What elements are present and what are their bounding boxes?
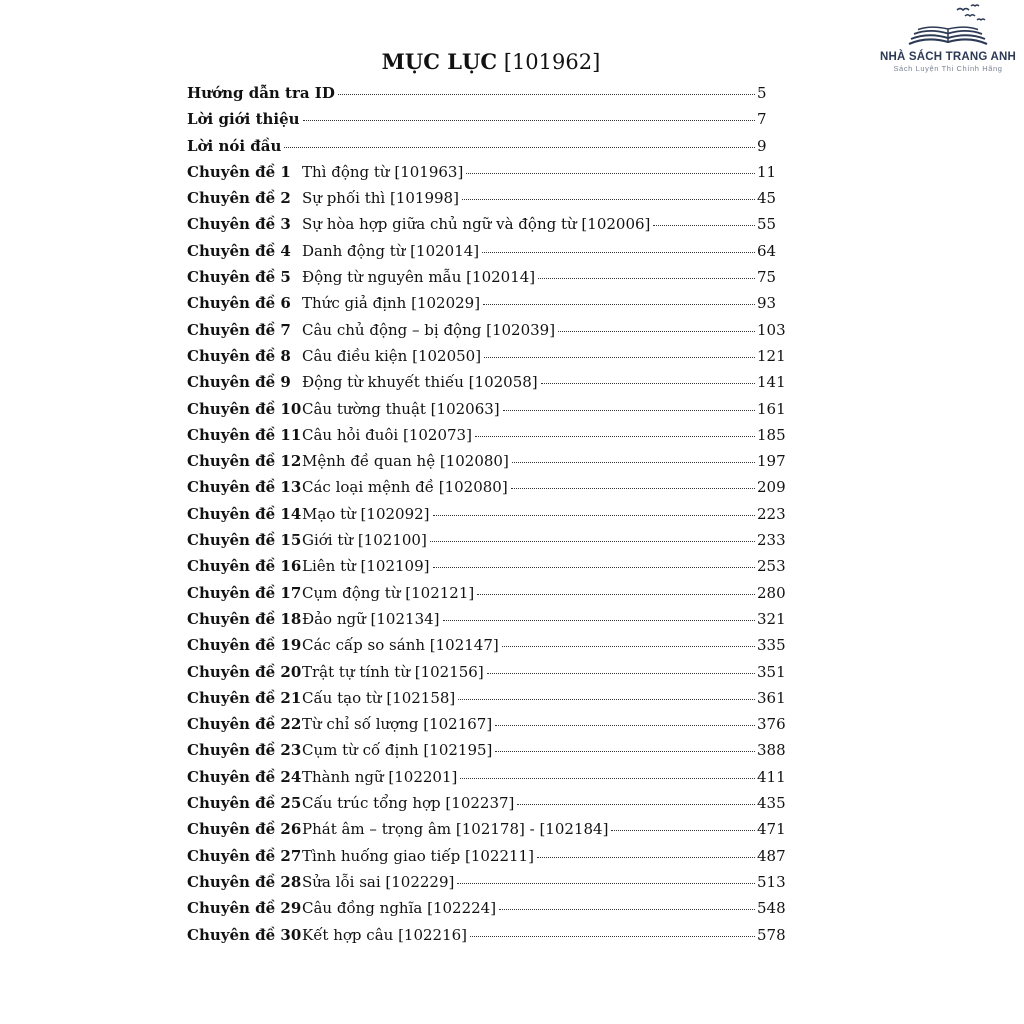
- toc-page-number: 7: [757, 110, 767, 129]
- chapter-label: Chuyên đề 3: [187, 215, 291, 234]
- dot-leader: [653, 224, 755, 226]
- chapter-label: Chuyên đề 10: [187, 399, 302, 418]
- toc-page-number: 280: [757, 583, 786, 602]
- toc-chapter-row: [187, 632, 785, 658]
- chapter-label: Chuyên đề 24: [187, 767, 302, 786]
- toc-chapter-row: [187, 396, 785, 422]
- toc-chapter-row: [187, 159, 785, 185]
- toc-page-number: 141: [757, 373, 786, 392]
- toc-chapter-row: [187, 580, 785, 606]
- toc-chapter-row: [187, 238, 785, 264]
- chapter-label: Chuyên đề 25: [187, 794, 302, 813]
- dot-leader: [482, 251, 755, 253]
- toc-page-number: 487: [757, 846, 786, 865]
- toc-page-number: 103: [757, 320, 786, 339]
- dot-leader: [558, 330, 755, 332]
- dot-leader: [477, 593, 755, 595]
- toc-page-number: 253: [757, 557, 786, 576]
- toc-page-number: 435: [757, 794, 786, 813]
- chapter-label: Chuyên đề 13: [187, 478, 302, 497]
- chapter-title: Từ chỉ số lượng [102167]: [302, 715, 493, 734]
- toc-chapter-row: [187, 369, 785, 395]
- publisher-name: NHÀ SÁCH TRANG ANH: [879, 51, 1017, 63]
- dot-leader: [460, 777, 755, 779]
- chapter-label: Chuyên đề 21: [187, 688, 302, 707]
- toc-chapter-row: [187, 553, 785, 579]
- dot-leader: [484, 356, 755, 358]
- chapter-label: Chuyên đề 26: [187, 820, 302, 839]
- chapter-title: Trật tự tính từ [102156]: [302, 662, 484, 681]
- dot-leader: [433, 566, 756, 568]
- toc-chapter-row: [187, 185, 785, 211]
- chapter-title: Cụm động từ [102121]: [302, 583, 475, 602]
- toc-page-number: 471: [757, 820, 786, 839]
- chapter-label: Chuyên đề 2: [187, 189, 291, 208]
- dot-leader: [495, 724, 755, 726]
- chapter-title: Phát âm – trọng âm [102178] - [102184]: [302, 820, 609, 839]
- toc-page-number: 75: [757, 268, 777, 287]
- toc-chapter-row: [187, 527, 785, 553]
- dot-leader: [303, 119, 755, 121]
- toc-entry: [187, 80, 785, 106]
- dot-leader: [611, 829, 755, 831]
- chapter-title: Câu đồng nghĩa [102224]: [302, 899, 497, 918]
- toc-entry-label: Lời nói đầu: [187, 136, 282, 155]
- title-id: [101962]: [503, 50, 601, 74]
- toc-page-number: 64: [757, 241, 777, 260]
- chapter-title: Kết hợp câu [102216]: [302, 925, 468, 944]
- chapter-title: Sự phối thì [101998]: [302, 189, 459, 208]
- toc-chapter-row: [187, 501, 785, 527]
- toc-page-number: 209: [757, 478, 786, 497]
- toc-page-number: 121: [757, 346, 786, 365]
- chapter-label: Chuyên đề 23: [187, 741, 302, 760]
- chapter-title: Động từ khuyết thiếu [102058]: [302, 373, 538, 392]
- chapter-label: Chuyên đề 19: [187, 636, 302, 655]
- chapter-title: Câu chủ động – bị động [102039]: [302, 320, 556, 339]
- chapter-title: Danh động từ [102014]: [302, 241, 480, 260]
- dot-leader: [541, 382, 755, 384]
- chapter-title: Câu tường thuật [102063]: [302, 399, 500, 418]
- chapter-label: Chuyên đề 30: [187, 925, 302, 944]
- toc-entry: [187, 133, 785, 159]
- toc-chapter-row: [187, 843, 785, 869]
- chapter-label: Chuyên đề 17: [187, 583, 302, 602]
- dot-leader: [499, 908, 755, 910]
- page-title: [0, 48, 982, 76]
- toc-chapter-row: [187, 659, 785, 685]
- toc-chapter-row: [187, 685, 785, 711]
- table-of-contents: [187, 80, 785, 948]
- toc-page-number: 197: [757, 452, 786, 471]
- toc-page-number: 513: [757, 872, 786, 891]
- chapter-label: Chuyên đề 22: [187, 715, 302, 734]
- chapter-label: Chuyên đề 29: [187, 899, 302, 918]
- chapter-label: Chuyên đề 28: [187, 872, 302, 891]
- chapter-label: Chuyên đề 6: [187, 294, 291, 313]
- chapter-label: Chuyên đề 7: [187, 320, 291, 339]
- dot-leader: [538, 277, 755, 279]
- dot-leader: [512, 461, 755, 463]
- toc-chapter-row: [187, 764, 785, 790]
- toc-entry: [187, 106, 785, 132]
- toc-page-number: 5: [757, 84, 767, 102]
- dot-leader: [462, 198, 755, 200]
- toc-chapter-row: [187, 922, 785, 948]
- dot-leader: [495, 750, 755, 752]
- toc-chapter-row: [187, 422, 785, 448]
- chapter-title: Các cấp so sánh [102147]: [302, 636, 499, 655]
- toc-chapter-row: [187, 895, 785, 921]
- toc-page-number: 55: [757, 215, 777, 234]
- title-main: MỤC LỤC: [381, 49, 498, 74]
- toc-chapter-row: [187, 264, 785, 290]
- toc-page-number: 361: [757, 688, 786, 707]
- chapter-label: Chuyên đề 1: [187, 162, 291, 181]
- chapter-title: Tình huống giao tiếp [102211]: [302, 846, 534, 865]
- toc-page-number: 93: [757, 294, 777, 313]
- toc-chapter-row: [187, 474, 785, 500]
- dot-leader: [537, 856, 755, 858]
- chapter-title: Câu điều kiện [102050]: [302, 346, 482, 365]
- toc-chapter-row: [187, 448, 785, 474]
- dot-leader: [511, 487, 755, 489]
- dot-leader: [458, 698, 755, 700]
- chapter-title: Thì động từ [101963]: [302, 162, 464, 181]
- dot-leader: [487, 672, 755, 674]
- chapter-title: Động từ nguyên mẫu [102014]: [302, 268, 536, 287]
- toc-chapter-row: [187, 790, 785, 816]
- toc-page-number: 223: [757, 504, 786, 523]
- dot-leader: [503, 409, 755, 411]
- toc-entry-label: Lời giới thiệu: [187, 110, 300, 129]
- dot-leader: [457, 882, 755, 884]
- chapter-label: Chuyên đề 18: [187, 609, 302, 628]
- dot-leader: [475, 435, 755, 437]
- toc-page-number: 185: [757, 425, 786, 444]
- chapter-label: Chuyên đề 15: [187, 531, 302, 550]
- chapter-label: Chuyên đề 4: [187, 241, 291, 260]
- chapter-title: Liên từ [102109]: [302, 557, 430, 576]
- publisher-tagline: Sách Luyện Thi Chính Hãng: [893, 64, 1003, 73]
- dot-leader: [433, 514, 755, 516]
- toc-page-number: 11: [757, 162, 777, 181]
- open-book-birds-icon: [905, 2, 991, 50]
- dot-leader: [430, 540, 755, 542]
- chapter-title: Sửa lỗi sai [102229]: [302, 872, 455, 891]
- toc-page-number: 45: [757, 189, 777, 208]
- toc-page-number: 335: [757, 636, 786, 655]
- chapter-title: Thành ngữ [102201]: [302, 767, 458, 786]
- chapter-label: Chuyên đề 5: [187, 268, 291, 287]
- chapter-title: Mạo từ [102092]: [302, 504, 430, 523]
- toc-chapter-row: [187, 211, 785, 237]
- dot-leader: [517, 803, 755, 805]
- toc-page-number: 548: [757, 899, 786, 918]
- chapter-label: Chuyên đề 20: [187, 662, 302, 681]
- toc-page-number: 321: [757, 609, 786, 628]
- dot-leader: [466, 172, 755, 174]
- toc-chapter-row: [187, 606, 785, 632]
- toc-page-number: 233: [757, 531, 786, 550]
- chapter-label: Chuyên đề 27: [187, 846, 302, 865]
- toc-chapter-row: [187, 816, 785, 842]
- toc-chapter-row: [187, 869, 785, 895]
- chapter-title: Thức giả định [102029]: [302, 294, 481, 313]
- chapter-label: Chuyên đề 9: [187, 373, 291, 392]
- toc-page-number: 351: [757, 662, 786, 681]
- toc-chapter-row: [187, 290, 785, 316]
- toc-page-number: 9: [757, 136, 767, 155]
- toc-page-number: 411: [757, 767, 786, 786]
- chapter-label: Chuyên đề 11: [187, 425, 302, 444]
- chapter-label: Chuyên đề 12: [187, 452, 302, 471]
- chapter-title: Cấu trúc tổng hợp [102237]: [302, 794, 515, 813]
- chapter-title: Các loại mệnh đề [102080]: [302, 478, 508, 497]
- chapter-label: Chuyên đề 8: [187, 346, 291, 365]
- chapter-title: Cụm từ cố định [102195]: [302, 741, 493, 760]
- toc-page-number: 578: [757, 925, 786, 944]
- dot-leader: [443, 619, 755, 621]
- toc-chapter-row: [187, 711, 785, 737]
- chapter-title: Sự hòa hợp giữa chủ ngữ và động từ [102006]: [302, 215, 651, 234]
- toc-chapter-row: [187, 343, 785, 369]
- chapter-label: Chuyên đề 14: [187, 504, 302, 523]
- toc-chapter-row: [187, 317, 785, 343]
- toc-page-number: 376: [757, 715, 786, 734]
- chapter-title: Đảo ngữ [102134]: [302, 609, 440, 628]
- dot-leader: [470, 935, 755, 937]
- chapter-title: Giới từ [102100]: [302, 531, 427, 550]
- chapter-label: Chuyên đề 16: [187, 557, 302, 576]
- chapter-title: Câu hỏi đuôi [102073]: [302, 425, 472, 444]
- toc-page-number: 161: [757, 399, 786, 418]
- dot-leader: [483, 303, 755, 305]
- toc-entry-label: Hướng dẫn tra ID: [187, 84, 335, 102]
- toc-page-number: 388: [757, 741, 786, 760]
- dot-leader: [502, 645, 755, 647]
- toc-chapter-row: [187, 737, 785, 763]
- chapter-title: Mệnh đề quan hệ [102080]: [302, 452, 509, 471]
- chapter-title: Cấu tạo từ [102158]: [302, 688, 456, 707]
- dot-leader: [284, 146, 755, 148]
- dot-leader: [338, 93, 755, 95]
